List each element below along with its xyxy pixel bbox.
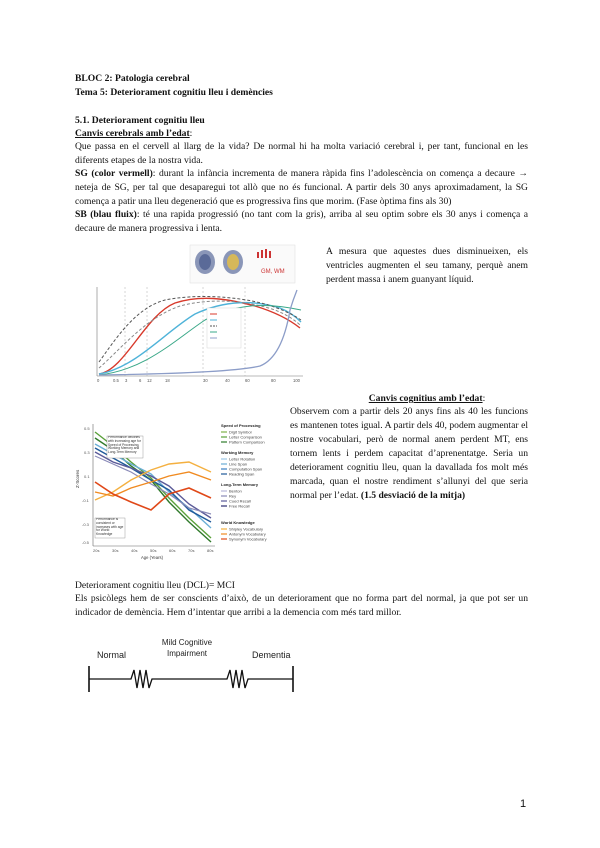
section-heading: 5.1. Deteriorament cognitiu lleu bbox=[75, 115, 205, 126]
fig1-tick: 40 bbox=[225, 378, 230, 383]
fig2-ytick: 0.5 bbox=[84, 426, 90, 431]
fig2-annotation-1: Performance declines with increasing age for Speed of Processing, Working Memory and Long-Term Memory bbox=[108, 436, 141, 455]
tema-title: : Deteriorament cognitiu lleu i demències bbox=[104, 87, 273, 98]
fig2-legend bbox=[221, 423, 267, 542]
fig2-y-ticks bbox=[82, 426, 90, 545]
fig1-tick: 30 bbox=[203, 378, 208, 383]
paragraph-dcl: Els psicòlegs hem de ser conscients d’això, de un deteriorament que no forma part del normal, ja que pot ser un indicador de demència. Hem d’intentar que arribi a la demencia com més tard millor. bbox=[75, 593, 528, 618]
fig2-ytick: -0.5 bbox=[82, 540, 89, 545]
label-mci-1: Mild Cognitive bbox=[161, 638, 213, 647]
fig1-tick: 80 bbox=[271, 378, 276, 383]
continuum-line bbox=[89, 670, 293, 688]
brain-development-figure bbox=[85, 240, 311, 388]
fig2-xtick: 40s bbox=[131, 548, 138, 553]
inset-label: GM, WM bbox=[261, 269, 285, 275]
fig2-xtick: 60s bbox=[169, 548, 176, 553]
fig1-tick: 6 bbox=[139, 378, 142, 383]
legend-group: World Knowledge bbox=[221, 520, 255, 525]
bloc-heading bbox=[75, 72, 535, 86]
fig2-x-ticks bbox=[93, 548, 213, 553]
cognitive-bold: (1.5 desviació de la mitja) bbox=[360, 490, 466, 501]
fig1-tick: 3 bbox=[125, 378, 128, 383]
legend-item: Synonym Vocabulary bbox=[229, 536, 267, 542]
bloc-label: BLOC 2 bbox=[75, 73, 110, 84]
dashed-curve-1 bbox=[99, 297, 301, 362]
paragraph-sg bbox=[75, 167, 528, 209]
paragraph-intro: Que passa en el cervell al llarg de la vida? De normal hi ha molta variació cerebral i, per tant, funcional en les diferents etapes de la nostra vida. bbox=[75, 141, 528, 166]
fig2-ytick: -0.3 bbox=[82, 522, 89, 527]
legend-item: Shipley Vocabulary bbox=[229, 526, 264, 532]
fig2-xtick: 30s bbox=[112, 548, 119, 553]
paragraph-cognitive bbox=[290, 405, 528, 503]
cognitive-aging-chart bbox=[75, 418, 287, 562]
legend-item: Benton bbox=[229, 488, 242, 494]
continuum-diagram bbox=[75, 628, 305, 698]
cognitive-text: Observem com a partir dels 20 anys fins als 40 les funcions es mantenen totes igual. A partir dels 40, podem augmentar el nostre vocabulari, però de normal anem perdent MT, ens tornem lents i perdem capacitat d’aprenentatge. Seria un deteriorament cognitiu lleu, quan la davallada fos molt més marcada, quan el nostre rendiment s’allunyi del que seria normal per l’edat. bbox=[290, 406, 528, 501]
subheading-brain-changes bbox=[75, 127, 535, 141]
fig2-annotation-1-box bbox=[108, 436, 143, 458]
fig2-xlabel: Age (Years) bbox=[141, 555, 163, 560]
legend-item: Rey bbox=[229, 493, 237, 499]
legend-group: Speed of Processing bbox=[221, 423, 261, 428]
cognitive-aging-figure bbox=[75, 418, 287, 562]
fig1-tick: 12 bbox=[147, 378, 152, 383]
fig2-ylabel: Z-Scores bbox=[75, 469, 80, 488]
brain-development-chart bbox=[85, 240, 311, 388]
legend-item: Cued Recall bbox=[229, 498, 251, 504]
legend-item: Free Recall bbox=[229, 503, 250, 509]
legend-group: Working Memory bbox=[221, 450, 254, 455]
fig2-ytick: 0.1 bbox=[84, 474, 90, 479]
legend-item: Pattern Comparison bbox=[229, 439, 265, 445]
paragraph-sb bbox=[75, 208, 528, 236]
subheading-colon: : bbox=[189, 128, 193, 139]
teal-curve bbox=[99, 305, 301, 375]
fig2-xtick: 20s bbox=[93, 548, 100, 553]
legend-item: Reading Span bbox=[229, 471, 255, 477]
fig1-x-ticks bbox=[97, 378, 301, 383]
sb-text: : té una rapida progressió (no tant com la gris), arriba al seu optim sobre els 30 anys i comença a decaure de manera progressiva i lenta. bbox=[75, 209, 528, 234]
white-matter-curve bbox=[99, 303, 301, 374]
label-dementia: Dementia bbox=[252, 650, 291, 660]
subheading-text: Canvis cerebrals amb l’edat bbox=[75, 128, 190, 139]
subheading2-text: Canvis cognitius amb l’edat bbox=[368, 393, 483, 404]
subheading-cognitive-changes bbox=[326, 392, 528, 406]
legend-group: Long-Term Memory bbox=[221, 482, 259, 487]
page-number: 1 bbox=[520, 798, 527, 810]
legend-item: Line Span bbox=[229, 461, 248, 467]
sg-text: : durant la infància incrementa de manera ràpida fins l’adolescència on comença a decaure → neteja de SG, per tal que desaparegui tot allò que no és funcional. A partir dels 30 anys aproximadament, la SG comença a patir una lleu degeneració que es progressiva fins que morim. (Fase òptima fins als 30) bbox=[75, 168, 528, 207]
sg-label: SG (color vermell) bbox=[75, 168, 153, 179]
tema-label: Tema 5 bbox=[75, 87, 105, 98]
legend-item: Computation Span bbox=[229, 466, 263, 472]
fig1-tick: 18 bbox=[165, 378, 170, 383]
label-mci-2: Impairment bbox=[166, 649, 208, 658]
paragraph-ventricles: A mesura que aquestes dues disminueixen, els ventricles augmenten el seu tamany, perquè anem perdent massa i anem guanyant líquid. bbox=[326, 246, 528, 285]
legend-item: Letter Comparison bbox=[229, 434, 262, 440]
fig2-xtick: 70s bbox=[188, 548, 195, 553]
brain-inset-images bbox=[190, 245, 295, 283]
fig1-tick: 100 bbox=[293, 378, 300, 383]
continuum-figure bbox=[75, 628, 305, 698]
fig2-xtick: 50s bbox=[150, 548, 157, 553]
legend-item: Antonym Vocabulary bbox=[229, 531, 266, 537]
label-normal: Normal bbox=[97, 650, 127, 660]
fig1-tick: 60 bbox=[245, 378, 250, 383]
subheading2-colon: : bbox=[482, 393, 486, 404]
fig1-tick: 0 bbox=[97, 378, 100, 383]
sb-label: SB (blau fluix) bbox=[75, 209, 137, 220]
legend-item: Letter Rotation bbox=[229, 456, 256, 462]
tema-heading bbox=[75, 86, 535, 100]
fig2-ytick: -0.1 bbox=[82, 498, 89, 503]
legend-item: Digit Symbol bbox=[229, 429, 252, 435]
dcl-title: Deteriorament cognitiu lleu (DCL)= MCI bbox=[75, 580, 235, 591]
fig1-tick: 0.5 bbox=[113, 378, 119, 383]
fig2-xtick: 80s bbox=[207, 548, 214, 553]
fig2-ytick: 0.3 bbox=[84, 450, 90, 455]
bloc-title: : Patologia cerebral bbox=[109, 73, 190, 84]
fig2-annotation-2: Performance is consistent or increases with age for World Knowledge bbox=[96, 518, 124, 537]
fig2-annotation-2-box bbox=[96, 518, 125, 538]
